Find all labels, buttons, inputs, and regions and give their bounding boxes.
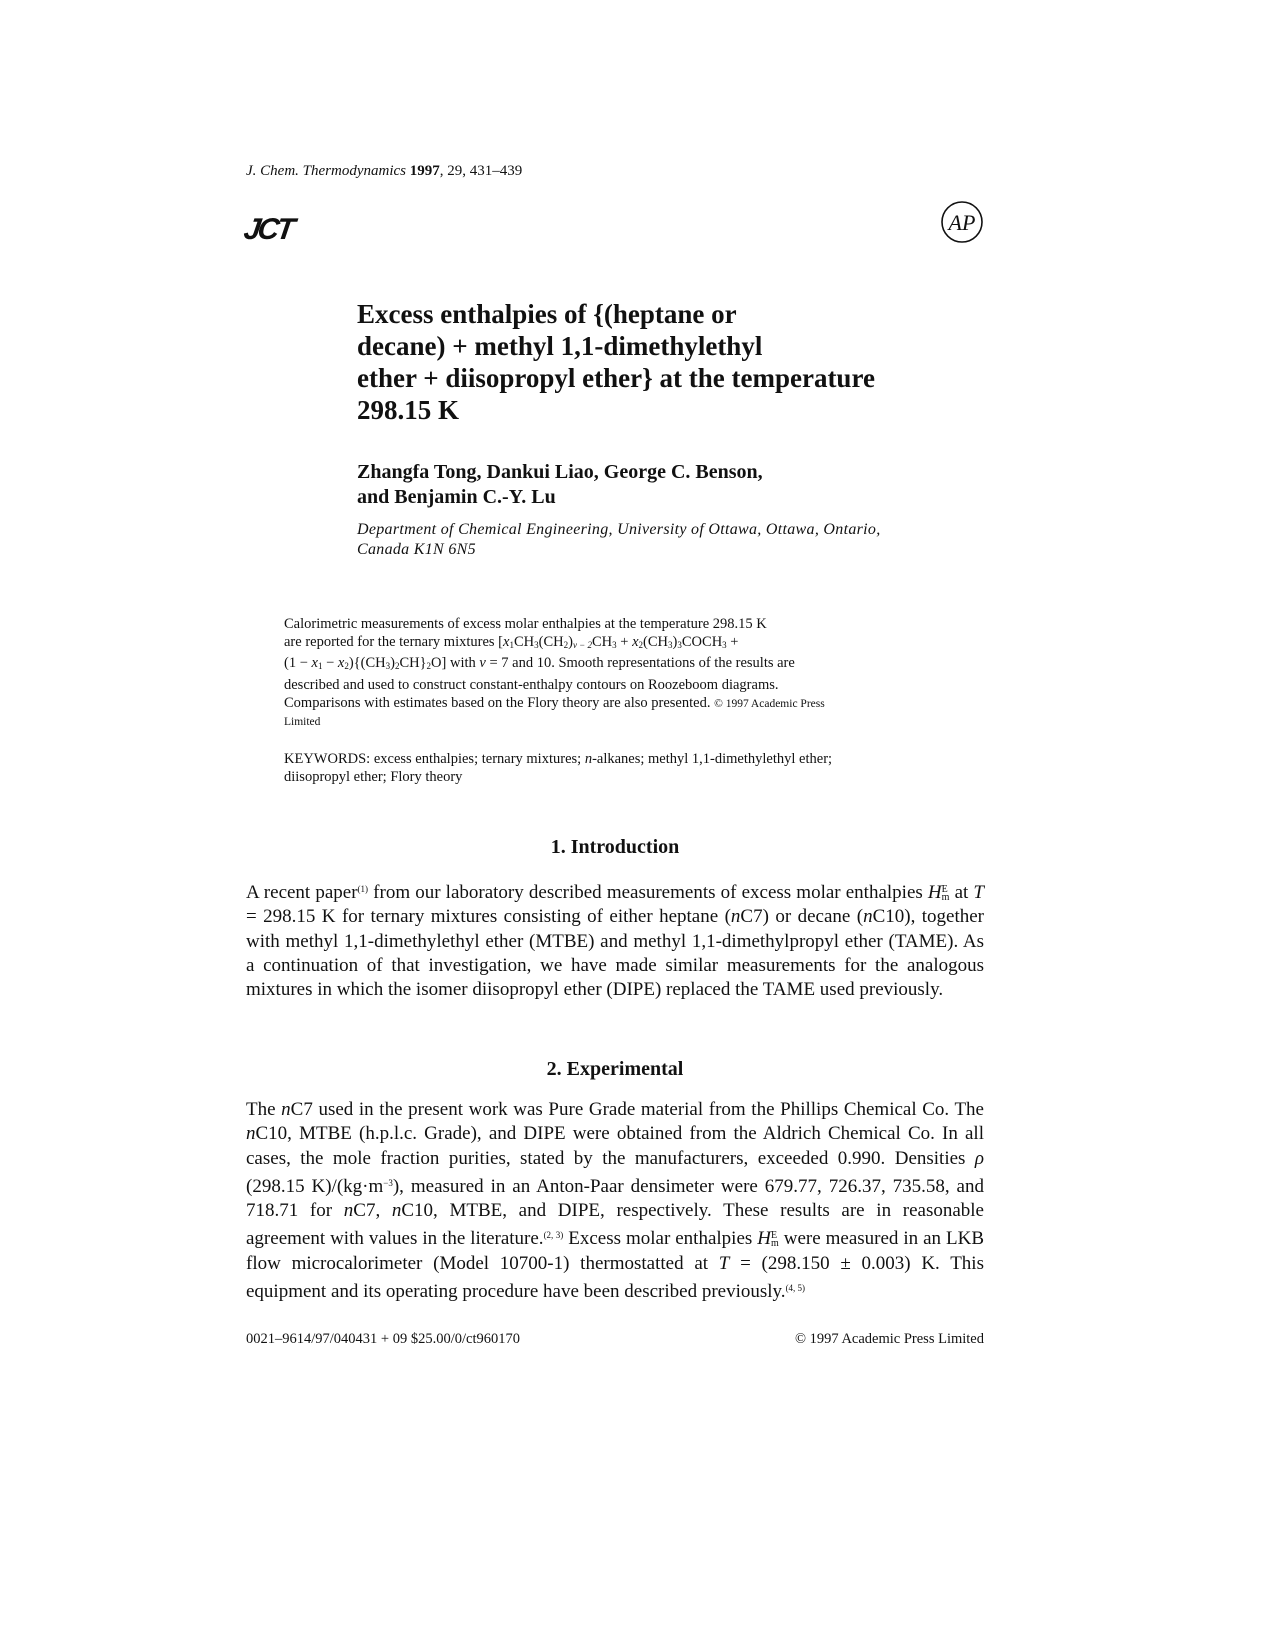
- abstract-line: $(1 - x_1 - x_2)\{(CH_3)_2CH\}_2O$] with v = 7 and 10. Smooth representations of the results are: [284, 655, 795, 672]
- section-heading-experimental: 2. Experimental: [546, 1058, 684, 1080]
- journal-year: 1997: [409, 163, 440, 179]
- author-list: [357, 460, 917, 510]
- authors-line: Zhangfa Tong, Dankui Liao, George C. Benson,: [357, 461, 763, 483]
- keywords: [284, 750, 954, 786]
- journal-name: J. Chem. Thermodynamics: [246, 163, 406, 179]
- svg-text:AP: AP: [948, 210, 976, 235]
- copyright-note: © 1997 Academic Press: [714, 697, 825, 710]
- citation-ref: (1): [357, 884, 369, 894]
- experimental-paragraph: The nC7 used in the present work was Pure Grade material from the Phillips Chemical Co. The nC10, MTBE (h.p.l.c. Grade), and DIPE were obtained from the Aldrich Chemical Co. In all cases, the mole fraction purities, stated by the manufacturers, exceeded 0.990. Densities ρ (298.15 $K)/(kg\cdot m^{-3})$, measured in an Anton-Paar densimeter were 679.77, 726.37, 735.58, and 718.71 for nC7, nC10, MTBE, and DIPE, respectively. These results are in reasonable agreement with values in the literature.$^{(2, 3)}$ Excess molar enthalpies H E m were measured in an LKB flow microcalorimeter (Model 10700-1) thermostatted at T = (298.150 ± 0.003) K. This equipment and its operating procedure have been described previously.$^{(4, 5)}$: [246, 1099, 985, 1303]
- journal-pages: , 29, 431–439: [439, 163, 523, 179]
- title-line: decane) + methyl 1,1-dimethylethyl: [357, 331, 763, 361]
- affiliation-line: Department of Chemical Engineering, University of Ottawa, Ottawa, Ontario,: [357, 521, 881, 538]
- journal-citation: [246, 163, 522, 180]
- journal-logo: JCT: [241, 213, 295, 246]
- footer-issn: 0021–9614/97/040431 + 09 $25.00/0/ct960170: [246, 1331, 521, 1347]
- authors-line: and Benjamin C.-Y. Lu: [357, 486, 556, 508]
- abstract: [284, 615, 954, 731]
- title-line: 298.15 K: [357, 395, 460, 425]
- affiliation-line: Canada K1N 6N5: [357, 541, 476, 558]
- introduction-paragraph: A recent paper$^{(1)}$ from our laboratory described measurements of excess molar enthalpies H E m at T = 298.15 K for ternary mixtures consisting of either heptane (nC7) or decane (nC10), together with methyl 1,1-dimethylethyl ether (MTBE) and methyl 1,1-dimethylpropyl ether (TAME). As a continuation of that investigation, we have made similar measurements for the analogous mixtures in which the isomer diisopropyl ether (DIPE) replaced the TAME used previously.: [246, 882, 984, 1001]
- article-title: [357, 298, 977, 426]
- keywords-line: KEYWORDS: excess enthalpies; ternary mixtures; n-alkanes; methyl 1,1-dimethylethyl ether;: [284, 751, 833, 767]
- abstract-line: described and used to construct constant-enthalpy contours on Roozeboom diagrams.: [284, 676, 779, 693]
- abstract-line: Calorimetric measurements of excess molar enthalpies at the temperature 298.15 K: [284, 616, 767, 632]
- footer-copyright: © 1997 Academic Press Limited: [794, 1331, 984, 1347]
- abstract-line: Comparisons with estimates based on the Flory theory are also presented. © 1997 Academic Press: [284, 694, 825, 711]
- title-line: Excess enthalpies of {(heptane or: [357, 299, 737, 329]
- citation-ref: (2, 3): [543, 1230, 564, 1241]
- affiliation: [357, 520, 987, 560]
- citation-ref: (4, 5): [785, 1283, 806, 1294]
- abstract-line: are reported for the ternary mixtures [$x_1CH_3(CH_2)_{v - 2}CH_3$ + $x_2(CH_3)_3COCH_3$ +: [284, 634, 739, 651]
- title-line: ether + diisopropyl ether} at the temperature: [357, 363, 875, 393]
- keywords-line: diisopropyl ether; Flory theory: [284, 769, 463, 786]
- abstract-line: Limited: [284, 716, 321, 729]
- section-heading-introduction: 1. Introduction: [550, 836, 680, 858]
- publisher-logo-icon: [940, 200, 984, 244]
